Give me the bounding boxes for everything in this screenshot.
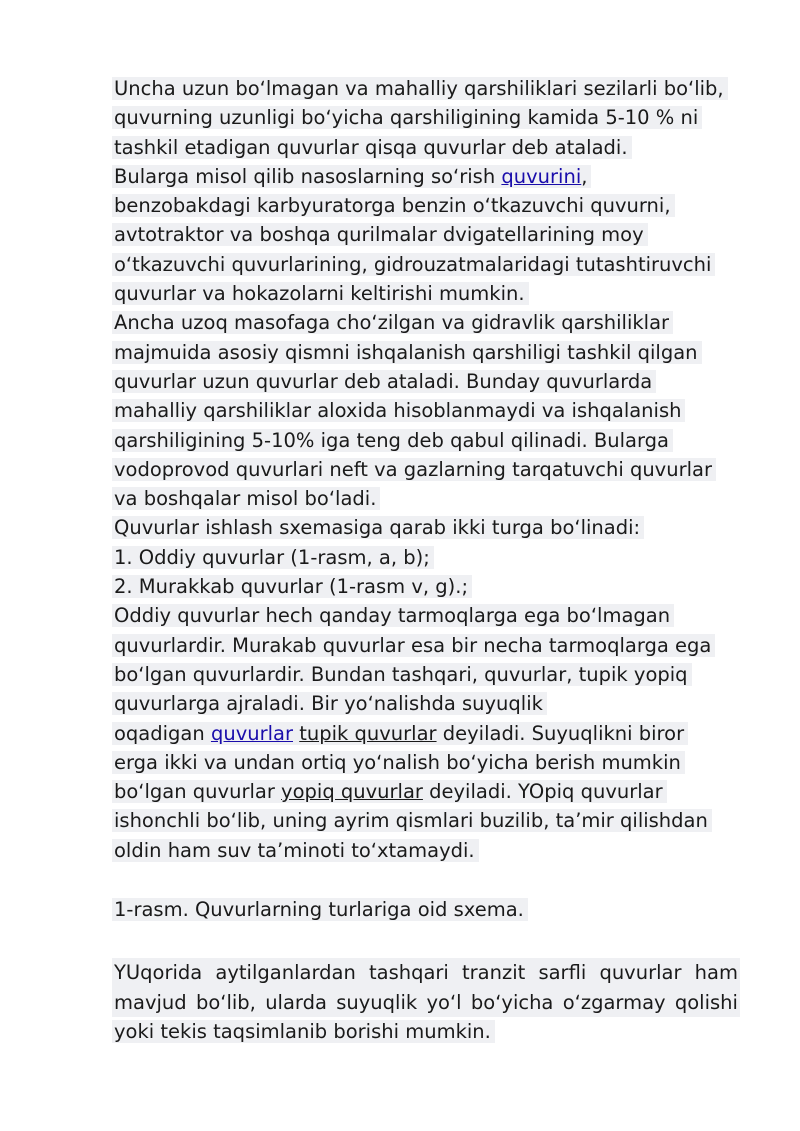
text-line: tashkil etadigan quvurlar qisqa quvurlar deb ataladi. xyxy=(114,133,754,162)
text-line: va boshqalar misol boʻladi. xyxy=(114,484,754,513)
list-item: 1. Oddiy quvurlar (1-rasm, a, b); xyxy=(114,543,754,572)
tupik-quvurlar-link[interactable]: tupik quvurlar xyxy=(299,721,437,745)
paragraph-simple-complex xyxy=(114,601,754,865)
paragraph-short-pipes xyxy=(114,74,754,162)
text-line: Quvurlar ishlash sxemasiga qarab ikki turga boʻlinadi: xyxy=(114,513,754,542)
text-line: mahalliy qarshiliklar aloxida hisoblanmaydi va ishqalanish xyxy=(114,396,754,425)
paragraph-transit-pipes xyxy=(114,958,754,1046)
text-line: quvurning uzunligi boʻyicha qarshiligining kamida 5-10 % ni xyxy=(114,103,754,132)
text-line: boʻlgan quvurlardir. Bundan tashqari, quvurlar, tupik yopiq xyxy=(114,660,754,689)
text-line: ishonchli boʻlib, uning ayrim qismlari buzilib, taʼmir qilishdan xyxy=(114,806,754,835)
quvurini-link[interactable]: quvurini xyxy=(501,164,582,188)
list-item: 2. Murakkab quvurlar (1-rasm v, g).; xyxy=(114,572,754,601)
text-line: quvurlar va hokazolarni keltirishi mumkin. xyxy=(114,279,754,308)
paragraph-classification xyxy=(114,513,754,542)
text-line: benzobakdagi karbyuratorga benzin oʻtkazuvchi quvurni, xyxy=(114,191,754,220)
text-line: quvurlardir. Murakab quvurlar esa bir necha tarmoqlarga ega xyxy=(114,631,754,660)
text-line: Ancha uzoq masofaga choʻzilgan va gidravlik qarshiliklar xyxy=(114,308,754,337)
paragraph-examples xyxy=(114,162,754,308)
paragraph-long-pipes xyxy=(114,308,754,513)
text-line: Oddiy quvurlar hech qanday tarmoqlarga ega boʻlmagan xyxy=(114,601,754,630)
text-line: quvurlarga ajraladi. Bir yoʻnalishda suyuqlik xyxy=(114,689,754,718)
yopiq-quvurlar-link[interactable]: yopiq quvurlar xyxy=(281,780,423,804)
pipe-types-list xyxy=(114,543,754,602)
text-line: oqadigan quvurlar tupik quvurlar deyiladi. Suyuqlikni biror xyxy=(114,719,754,748)
text-line: qarshiligining 5-10% iga teng deb qabul qilinadi. Bularga xyxy=(114,426,754,455)
quvurlar-link[interactable]: quvurlar xyxy=(210,721,293,745)
figure-caption: 1-rasm. Quvurlarning turlariga oid sxema. xyxy=(114,895,754,924)
text-line: yoki tekis taqsimlanib borishi mumkin. xyxy=(114,1017,754,1046)
text-line: oʻtkazuvchi quvurlarining, gidrouzatmalaridagi tutashtiruvchi xyxy=(114,250,754,279)
text-line: majmuida asosiy qismni ishqalanish qarshiligi tashkil qilgan xyxy=(114,338,754,367)
document-page xyxy=(114,74,754,1046)
text-line: erga ikki va undan ortiq yoʻnalish boʻyicha berish mumkin xyxy=(114,748,754,777)
text-line: boʻlgan quvurlar yopiq quvurlar deyiladi. YOpiq quvurlar xyxy=(114,777,754,806)
text-line: vodoprovod quvurlari neft va gazlarning tarqatuvchi quvurlar xyxy=(114,455,754,484)
text-line: Bularga misol qilib nasoslarning soʻrish quvurini, xyxy=(114,162,754,191)
text-line: avtotraktor va boshqa qurilmalar dvigatellarining moy xyxy=(114,220,754,249)
text-line: Uncha uzun boʻlmagan va mahalliy qarshiliklari sezilarli boʻlib, xyxy=(114,74,754,103)
text-line: mavjud boʻlib, ularda suyuqlik yoʻl boʻyicha oʻzgarmay qolishi xyxy=(112,988,740,1017)
text-line: oldin ham suv taʼminoti toʻxtamaydi. xyxy=(114,836,754,865)
text-line: YUqorida aytilganlardan tashqari tranzit sarfli quvurlar ham xyxy=(112,958,740,987)
text-line: quvurlar uzun quvurlar deb ataladi. Bunday quvurlarda xyxy=(114,367,754,396)
